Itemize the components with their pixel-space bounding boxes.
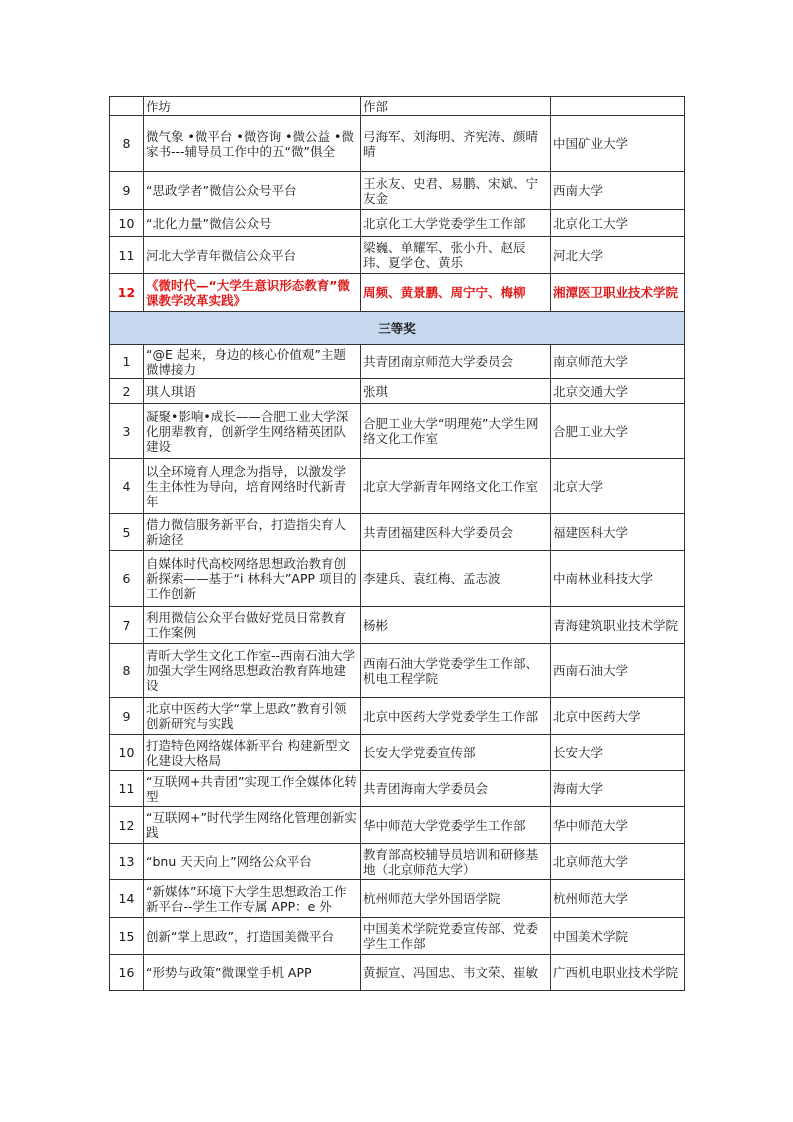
work-cell: 打造特色网络媒体新平台 构建新型文化建设大格局: [144, 735, 361, 771]
author-cell: 长安大学党委宣传部: [361, 735, 551, 771]
school-cell: 北京大学: [551, 459, 685, 514]
work-cell: 作坊: [144, 97, 361, 116]
work-cell: “新媒体”环境下大学生思想政治工作新平台--学生工作专属 APP：e 外: [144, 880, 361, 918]
school-cell: 湘潭医卫职业技术学院: [551, 274, 685, 312]
work-cell: “@E 起来，身边的核心价值观”主题微博接力: [144, 345, 361, 379]
school-cell: 中国美术学院: [551, 918, 685, 955]
table-row: [110, 345, 685, 379]
author-cell: 华中师范大学党委学生工作部: [361, 807, 551, 844]
school-cell: 北京师范大学: [551, 844, 685, 880]
table-row: [110, 210, 685, 237]
author-cell: 作部: [361, 97, 551, 116]
table-row: [110, 459, 685, 514]
table-row: [110, 607, 685, 644]
work-cell: 北京中医药大学“掌上思政”教育引领创新研究与实践: [144, 698, 361, 735]
table-row: [110, 918, 685, 955]
table-row: [110, 698, 685, 735]
author-cell: 北京中医药大学党委学生工作部: [361, 698, 551, 735]
num-cell: 8: [110, 116, 144, 172]
school-cell: 合肥工业大学: [551, 404, 685, 459]
author-cell: 李建兵、袁红梅、孟志波: [361, 551, 551, 607]
author-cell: 北京化工大学党委学生工作部: [361, 210, 551, 237]
section-title: 三等奖: [110, 312, 685, 345]
num-cell: 10: [110, 735, 144, 771]
author-cell: 杭州师范大学外国语学院: [361, 880, 551, 918]
school-cell: 北京化工大学: [551, 210, 685, 237]
work-cell: 创新“掌上思政”，打造国美微平台: [144, 918, 361, 955]
school-cell: 北京中医药大学: [551, 698, 685, 735]
num-cell: 5: [110, 514, 144, 551]
work-cell: 利用微信公众平台做好党员日常教育工作案例: [144, 607, 361, 644]
author-cell: 共青团南京师范大学委员会: [361, 345, 551, 379]
author-cell: 梁巍、单耀军、张小升、赵辰玮、夏学仓、黄乐: [361, 237, 551, 274]
num-cell: 8: [110, 644, 144, 698]
work-cell: 琪人琪语: [144, 379, 361, 404]
num-cell: 6: [110, 551, 144, 607]
school-cell: 广西机电职业技术学院: [551, 955, 685, 991]
author-cell: 王永友、史君、易鹏、宋斌、宁友金: [361, 172, 551, 210]
num-cell: 1: [110, 345, 144, 379]
author-cell: 教育部高校辅导员培训和研修基地（北京师范大学）: [361, 844, 551, 880]
author-cell: 共青团海南大学委员会: [361, 771, 551, 807]
num-cell: 14: [110, 880, 144, 918]
num-cell: 7: [110, 607, 144, 644]
author-cell: 合肥工业大学“明理苑”大学生网络文化工作室: [361, 404, 551, 459]
table-row: [110, 551, 685, 607]
table-row: [110, 807, 685, 844]
school-cell: 北京交通大学: [551, 379, 685, 404]
school-cell: 南京师范大学: [551, 345, 685, 379]
table-row: [110, 274, 685, 312]
author-cell: 黄振宣、冯国忠、韦文荣、崔敏: [361, 955, 551, 991]
awards-table: [109, 96, 685, 991]
school-cell: 河北大学: [551, 237, 685, 274]
table-row: [110, 514, 685, 551]
author-cell: 共青团福建医科大学委员会: [361, 514, 551, 551]
work-cell: 河北大学青年微信公众平台: [144, 237, 361, 274]
table-row: [110, 172, 685, 210]
school-cell: 海南大学: [551, 771, 685, 807]
school-cell: 青海建筑职业技术学院: [551, 607, 685, 644]
table-row: [110, 880, 685, 918]
author-cell: 北京大学新青年网络文化工作室: [361, 459, 551, 514]
table-row: [110, 955, 685, 991]
school-cell: 杭州师范大学: [551, 880, 685, 918]
num-cell: 2: [110, 379, 144, 404]
work-cell: 凝聚•影响•成长——合肥工业大学深化朋辈教育，创新学生网络精英团队建设: [144, 404, 361, 459]
num-cell: 12: [110, 274, 144, 312]
school-cell: 西南大学: [551, 172, 685, 210]
num-cell: 9: [110, 698, 144, 735]
work-cell: 微气象 •微平台 •微咨询 •微公益 •微家书---辅导员工作中的五“微”俱全: [144, 116, 361, 172]
work-cell: 自媒体时代高校网络思想政治教育创新探索——基于“i 林科大”APP 项目的工作创新: [144, 551, 361, 607]
num-cell: 11: [110, 771, 144, 807]
num-cell: 11: [110, 237, 144, 274]
author-cell: 张琪: [361, 379, 551, 404]
school-cell: 华中师范大学: [551, 807, 685, 844]
table-row: [110, 379, 685, 404]
num-cell: 4: [110, 459, 144, 514]
table-row: [110, 404, 685, 459]
author-cell: 西南石油大学党委学生工作部、机电工程学院: [361, 644, 551, 698]
author-cell: 中国美术学院党委宣传部、党委学生工作部: [361, 918, 551, 955]
author-cell: 周频、黄景鹏、周宁宁、梅柳: [361, 274, 551, 312]
work-cell: “形势与政策”微课堂手机 APP: [144, 955, 361, 991]
school-cell: 福建医科大学: [551, 514, 685, 551]
work-cell: 《微时代—“大学生意识形态教育”微课教学改革实践》: [144, 274, 361, 312]
table-row: [110, 844, 685, 880]
num-cell: 15: [110, 918, 144, 955]
school-cell: [551, 97, 685, 116]
school-cell: 西南石油大学: [551, 644, 685, 698]
table-row: [110, 644, 685, 698]
table-row: [110, 97, 685, 116]
table-row: [110, 771, 685, 807]
author-cell: 弓海军、刘海明、齐宪涛、颜晴晴: [361, 116, 551, 172]
table-row: [110, 237, 685, 274]
work-cell: 借力微信服务新平台，打造指尖育人新途径: [144, 514, 361, 551]
school-cell: 长安大学: [551, 735, 685, 771]
num-cell: [110, 97, 144, 116]
num-cell: 3: [110, 404, 144, 459]
work-cell: “北化力量”微信公众号: [144, 210, 361, 237]
work-cell: “互联网+”时代学生网络化管理创新实践: [144, 807, 361, 844]
work-cell: 青昕大学生文化工作室--西南石油大学加强大学生网络思想政治教育阵地建设: [144, 644, 361, 698]
section-header-row: [110, 312, 685, 345]
num-cell: 12: [110, 807, 144, 844]
work-cell: “bnu 天天向上”网络公众平台: [144, 844, 361, 880]
work-cell: “思政学者”微信公众号平台: [144, 172, 361, 210]
num-cell: 16: [110, 955, 144, 991]
work-cell: “互联网+共青团”实现工作全媒体化转型: [144, 771, 361, 807]
table-row: [110, 735, 685, 771]
work-cell: 以全环境育人理念为指导，以激发学生主体性为导向，培育网络时代新青年: [144, 459, 361, 514]
num-cell: 10: [110, 210, 144, 237]
num-cell: 9: [110, 172, 144, 210]
school-cell: 中国矿业大学: [551, 116, 685, 172]
table-row: [110, 116, 685, 172]
author-cell: 杨彬: [361, 607, 551, 644]
num-cell: 13: [110, 844, 144, 880]
school-cell: 中南林业科技大学: [551, 551, 685, 607]
